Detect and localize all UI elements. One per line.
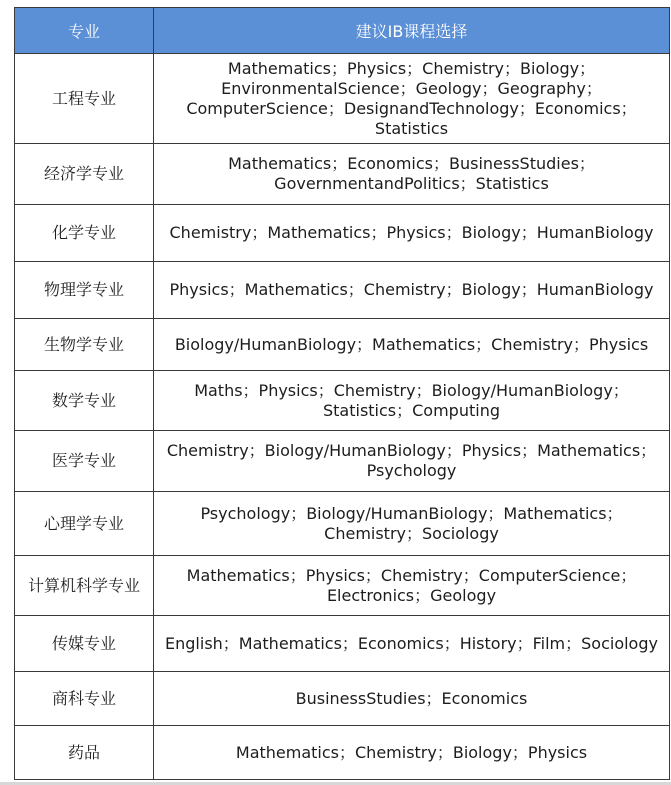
courses-cell: Physics；Mathematics；Chemistry；Biology；HumanBiology bbox=[154, 262, 670, 319]
table-row bbox=[15, 726, 670, 780]
table-row bbox=[15, 431, 670, 492]
major-cell: 物理学专业 bbox=[15, 262, 154, 319]
table-row bbox=[15, 205, 670, 262]
table-row bbox=[15, 54, 670, 144]
table-row bbox=[15, 262, 670, 319]
header-major: 专业 bbox=[15, 8, 154, 54]
table-row bbox=[15, 556, 670, 616]
major-cell: 商科专业 bbox=[15, 672, 154, 726]
major-cell: 数学专业 bbox=[15, 371, 154, 431]
major-cell: 药品 bbox=[15, 726, 154, 780]
table-row bbox=[15, 144, 670, 205]
major-cell: 计算机科学专业 bbox=[15, 556, 154, 616]
major-cell: 心理学专业 bbox=[15, 492, 154, 556]
major-cell: 生物学专业 bbox=[15, 319, 154, 371]
major-cell: 经济学专业 bbox=[15, 144, 154, 205]
major-cell: 工程专业 bbox=[15, 54, 154, 144]
table-row bbox=[15, 319, 670, 371]
table-row bbox=[15, 672, 670, 726]
major-cell: 医学专业 bbox=[15, 431, 154, 492]
courses-cell: Chemistry；Biology/HumanBiology；Physics；Mathematics；Psychology bbox=[154, 431, 670, 492]
courses-cell: Mathematics；Physics；Chemistry；ComputerScience；Electronics；Geology bbox=[154, 556, 670, 616]
major-cell: 传媒专业 bbox=[15, 616, 154, 672]
table-row bbox=[15, 492, 670, 556]
courses-cell: English；Mathematics；Economics；History；Film；Sociology bbox=[154, 616, 670, 672]
courses-cell: Mathematics；Economics；BusinessStudies；GovernmentandPolitics；Statistics bbox=[154, 144, 670, 205]
ib-course-table bbox=[14, 7, 670, 780]
table-row bbox=[15, 616, 670, 672]
courses-cell: BusinessStudies；Economics bbox=[154, 672, 670, 726]
major-cell: 化学专业 bbox=[15, 205, 154, 262]
table-row bbox=[15, 371, 670, 431]
courses-cell: Mathematics；Chemistry；Biology；Physics bbox=[154, 726, 670, 780]
courses-cell: Mathematics；Physics；Chemistry；Biology；EnvironmentalScience；Geology；Geography；ComputerScience；DesignandTechnology；Economics；Statistics bbox=[154, 54, 670, 144]
courses-cell: Biology/HumanBiology；Mathematics；Chemistry；Physics bbox=[154, 319, 670, 371]
courses-cell: Chemistry；Mathematics；Physics；Biology；HumanBiology bbox=[154, 205, 670, 262]
table-header-row bbox=[15, 8, 670, 54]
courses-cell: Psychology；Biology/HumanBiology；Mathematics；Chemistry；Sociology bbox=[154, 492, 670, 556]
header-courses: 建议IB课程选择 bbox=[154, 8, 670, 54]
courses-cell: Maths；Physics；Chemistry；Biology/HumanBiology；Statistics；Computing bbox=[154, 371, 670, 431]
